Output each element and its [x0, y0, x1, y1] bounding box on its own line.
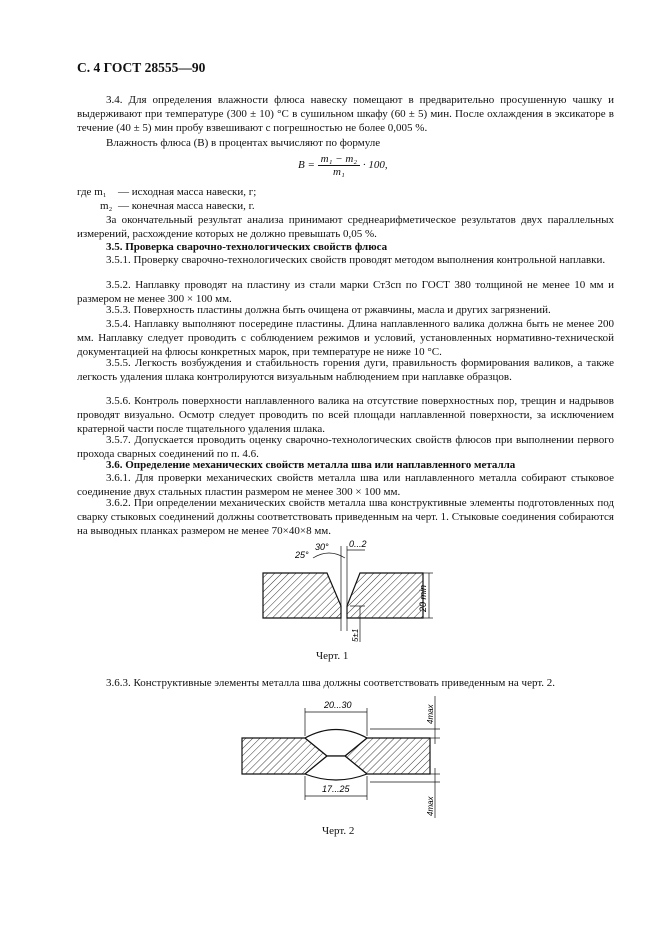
angle-label-2: 30°	[315, 542, 329, 552]
heading-3-6: 3.6. Определение механических свойств металла шва или наплавленного металла	[106, 459, 516, 471]
paragraph-3-5-1: 3.5.1. Проверку сварочно-технологических свойств проводят методом выполнения контрольной наплавки.	[106, 254, 606, 266]
formula-rhs: · 100,	[362, 159, 388, 172]
figure-1-joint-drawing	[255, 536, 440, 648]
paragraph-3-4: 3.4. Для определения влажности флюса навеску помещают в предварительно просушенную чашку и выдерживают при температуре (300 ± 10) °С в сушильном шкафу (60 ± 5) мин. После охлаждения в эксикаторе в течение (40 ± 5) мин пробу взвешивают с погрешностью не более 0,005 %.	[77, 94, 614, 135]
where-m2-label: m₂	[100, 200, 113, 212]
paragraph-3-6-3: 3.6.3. Конструктивные элементы металла шва должны соответствовать приведенным на черт. 2.	[106, 677, 556, 689]
right-plate	[347, 573, 423, 618]
paragraph-3-5-7: 3.5.7. Допускается проводить оценку сварочно-технологических свойств флюсов при выполнении первого прохода сварных соединений по п. 4.6.	[77, 434, 614, 461]
figure-2-weld-drawing	[230, 690, 445, 820]
moisture-formula	[298, 153, 388, 178]
paragraph-3-5-6: 3.5.6. Контроль поверхности наплавленного валика на отсутствие поверхностных пор, трещин и надрывов проводят визуально. Осмотр следует проводить по всей площади наплавленной поверхности, за исключением кратерной части после тщательного удаления шлака.	[77, 395, 614, 436]
figure-1-caption: Черт. 1	[316, 650, 349, 662]
thickness-label: 20 min	[418, 584, 428, 612]
where-m2-text: — конечная масса навески, г.	[118, 200, 255, 212]
figure-2-caption: Черт. 2	[322, 825, 355, 837]
bottom-width-label: 17...25	[322, 784, 350, 794]
formula-numerator: m₁ − m₂	[318, 153, 360, 166]
where-m1-label: где m₁	[77, 186, 107, 198]
heading-3-5: 3.5. Проверка сварочно-технологических свойств флюса	[106, 241, 388, 253]
paragraph-3-5-3: 3.5.3. Поверхность пластины должна быть очищена от ржавчины, масла и других загрязнений.	[106, 304, 551, 316]
paragraph-3-5-5: 3.5.5. Легкость возбуждения и стабильность горения дуги, правильность формирования валиков, а также легкость удаления шлака контролируются визуальным наблюдением при наплавке образцов.	[77, 357, 614, 384]
top-width-label: 20...30	[324, 700, 352, 710]
paragraph-3-5-2: 3.5.2. Наплавку проводят на пластину из стали марки Ст3сп по ГОСТ 380 толщиной не менее 10 мм и размером не менее 300 × 100 мм.	[77, 279, 614, 306]
where-m1-text: — исходная масса навески, г;	[118, 186, 257, 198]
root-face-label: 5±1	[351, 628, 360, 642]
angle-label-1: 25°	[295, 550, 309, 560]
bottom-reinforcement-label: 4max	[426, 796, 435, 816]
formula-denominator: m₁	[333, 166, 345, 178]
left-plate	[263, 573, 341, 618]
top-reinforcement-label: 4max	[426, 704, 435, 724]
gap-label: 0...2	[349, 539, 367, 549]
formula-fraction	[318, 153, 360, 178]
paragraph-3-6-1: 3.6.1. Для проверки механических свойств металла шва или наплавленного металла собирают стыковое соединение двух стальных пластин размером не менее 300 × 100 мм.	[77, 472, 614, 499]
formula-lhs: B =	[298, 159, 315, 172]
paragraph-3-4-result: За окончательный результат анализа принимают среднеарифметическое результатов двух параллельных измерений, расхождение которых не должно превышать 0,05 %.	[77, 214, 614, 241]
paragraph-3-4-formula-intro: Влажность флюса (В) в процентах вычисляют по формуле	[106, 137, 381, 149]
page-header: С. 4 ГОСТ 28555—90	[77, 60, 206, 75]
paragraph-3-6-2: 3.6.2. При определении механических свойств металла шва конструктивные элементы подготовленных под сварку стыковых соединений должны соответствовать приведенным на черт. 1. Стыковые соединения собираются на выводных планках размером не менее 70×40×8 мм.	[77, 497, 614, 538]
paragraph-3-5-4: 3.5.4. Наплавку выполняют посередине пластины. Длина наплавленного валика должна быть не менее 200 мм. Наплавку следует проводить с соблюдением режимов и условий, установленных нормативно-технической документацией на флюсы конкретных марок, при температуре не ниже 10 °С.	[77, 318, 614, 359]
